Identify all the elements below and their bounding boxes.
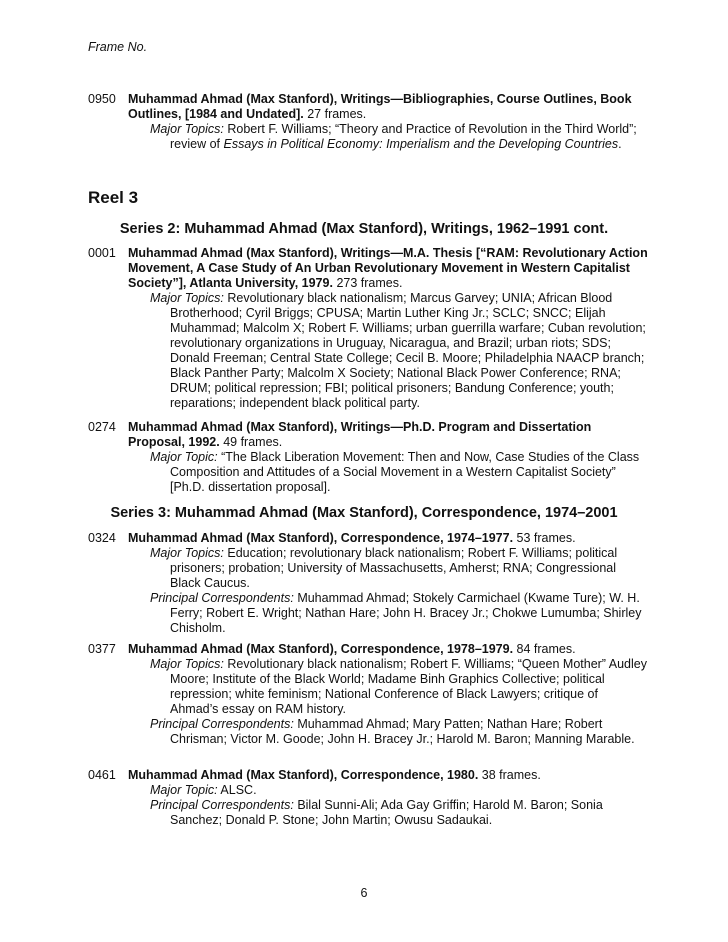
frame-count: 84 frames. — [516, 642, 576, 656]
correspondents-text: Bilal Sunni-Ali; Ada Gay Griffin; Harold M. Baron; Sonia Sanchez; Donald P. Stone; John Martin; Owusu Sadaukai. — [170, 798, 603, 827]
major-topics-text: Revolutionary black nationalism; Robert F. Williams; “Queen Mother” Audley Moore; Institute of the Black World; Madame Binh Graphics Collective; political repression; white feminism; National Conference of Black Lawyers; critique of Ahmad’s essay on RAM history. — [170, 657, 647, 716]
major-topics-label: Major Topics: — [150, 291, 224, 305]
entry-title: Muhammad Ahmad (Max Stanford), Correspondence, 1974–1977. — [128, 531, 514, 545]
entry-title-line — [128, 642, 648, 657]
entry-title-line — [128, 531, 648, 546]
major-topics-label: Major Topics: — [150, 546, 224, 560]
major-topics-label: Major Topics: — [150, 122, 224, 136]
major-topics-label: Major Topics: — [150, 657, 224, 671]
entry-title: Muhammad Ahmad (Max Stanford), Writings—Ph.D. Program and Dissertation Proposal, 1992. — [128, 420, 592, 449]
reel-heading: Reel 3 — [88, 188, 139, 207]
correspondents-text: Muhammad Ahmad; Mary Patten; Nathan Hare; Robert Chrisman; Victor M. Goode; John H. Bracey Jr.; Harold M. Baron; Manning Marable. — [170, 717, 635, 746]
frame-number-column-label: Frame No. — [88, 40, 148, 54]
frame-count: 273 frames. — [336, 276, 403, 290]
major-topics — [150, 450, 648, 495]
major-topics-text: Revolutionary black nationalism; Marcus Garvey; UNIA; African Blood Brotherhood; Cyril Briggs; CPUSA; Martin Luther King Jr.; SCLC; SNCC; Elijah Muhammad; Malcolm X; Robert F. Williams; urban guerrilla warfare; Cuban revolution; revolutionary organizations in Uruguay, Nicaragua, and Brazil; urban riots; SDS; Donald Freeman; Central State College; Cecil B. Moore; Philadelphia NAACP branch; Black Panther Party; Malcolm X Society; National Black Power Conference; RNA; DRUM; political repression; FBI; political prisoners; Bandung Conference; youth; reparations; independent black political party. — [170, 291, 646, 410]
correspondents-label: Principal Correspondents: — [150, 717, 294, 731]
major-topics-text: “The Black Liberation Movement: Then and Now, Case Studies of the Class Composition and Attitudes of a Social Movement in a Western Capitalist Society” [Ph.D. dissertation proposal]. — [170, 450, 640, 494]
page-number: 6 — [360, 886, 368, 900]
entry-title: Muhammad Ahmad (Max Stanford), Writings—M.A. Thesis [“RAM: Revolutionary Action Movement, A Case Study of An Urban Revolutionary Movement in Western Capitalist Society”], Atlanta University, 1979. — [128, 246, 648, 290]
major-topics — [150, 122, 648, 152]
correspondents-label: Principal Correspondents: — [150, 798, 294, 812]
frame-number: 0274 — [88, 420, 116, 434]
entry-0377 — [88, 642, 648, 747]
correspondents-text: Muhammad Ahmad; Stokely Carmichael (Kwame Ture); W. H. Ferry; Robert E. Wright; Nathan Hare; John H. Bracey Jr.; Chokwe Lumumba; Shirley Chisholm. — [170, 591, 642, 635]
major-topics-text: Education; revolutionary black nationalism; Robert F. Williams; political prisoners; probation; University of Massachusetts, Amherst; RNA; Congressional Black Caucus. — [170, 546, 618, 590]
entry-title-line — [128, 92, 648, 122]
entry-title: Muhammad Ahmad (Max Stanford), Correspondence, 1980. — [128, 768, 479, 782]
frame-count: 27 frames. — [307, 107, 367, 121]
entry-0001 — [88, 246, 648, 411]
book-title: Essays in Political Economy: Imperialism and the Developing Countries — [223, 137, 619, 151]
major-topics — [150, 657, 648, 717]
principal-correspondents — [150, 717, 648, 747]
principal-correspondents — [150, 798, 648, 828]
frame-number: 0324 — [88, 531, 116, 545]
series-3-heading: Series 3: Muhammad Ahmad (Max Stanford), Correspondence, 1974–2001 — [110, 505, 618, 521]
major-topics — [150, 291, 648, 411]
series-2-heading: Series 2: Muhammad Ahmad (Max Stanford), Writings, 1962–1991 cont. — [119, 221, 609, 237]
entry-title-line — [128, 246, 648, 291]
frame-number: 0950 — [88, 92, 116, 106]
frame-number: 0001 — [88, 246, 116, 260]
entry-title: Muhammad Ahmad (Max Stanford), Writings—Bibliographies, Course Outlines, Book Outlines, [1984 and Undated]. — [128, 92, 632, 121]
major-topics-text: ALSC. — [220, 783, 257, 797]
major-topics-label: Major Topic: — [150, 783, 218, 797]
entry-title-line — [128, 768, 648, 783]
major-topics-text: Robert F. Williams; “Theory and Practice of Revolution in the Third World”; review of — [170, 122, 637, 151]
entry-title-line — [128, 420, 648, 450]
entry-title: Muhammad Ahmad (Max Stanford), Correspondence, 1978–1979. — [128, 642, 514, 656]
frame-count: 53 frames. — [516, 531, 576, 545]
correspondents-label: Principal Correspondents: — [150, 591, 294, 605]
entry-0324 — [88, 531, 648, 636]
frame-number: 0461 — [88, 768, 116, 782]
major-topics-label: Major Topic: — [150, 450, 218, 464]
principal-correspondents — [150, 591, 648, 636]
entry-0950 — [88, 92, 648, 152]
entry-0461 — [88, 768, 648, 828]
frame-count: 38 frames. — [481, 768, 541, 782]
entry-0274 — [88, 420, 648, 495]
major-topics — [150, 783, 648, 798]
frame-number: 0377 — [88, 642, 116, 656]
frame-count: 49 frames. — [223, 435, 283, 449]
topics-period: . — [618, 137, 622, 151]
major-topics — [150, 546, 648, 591]
